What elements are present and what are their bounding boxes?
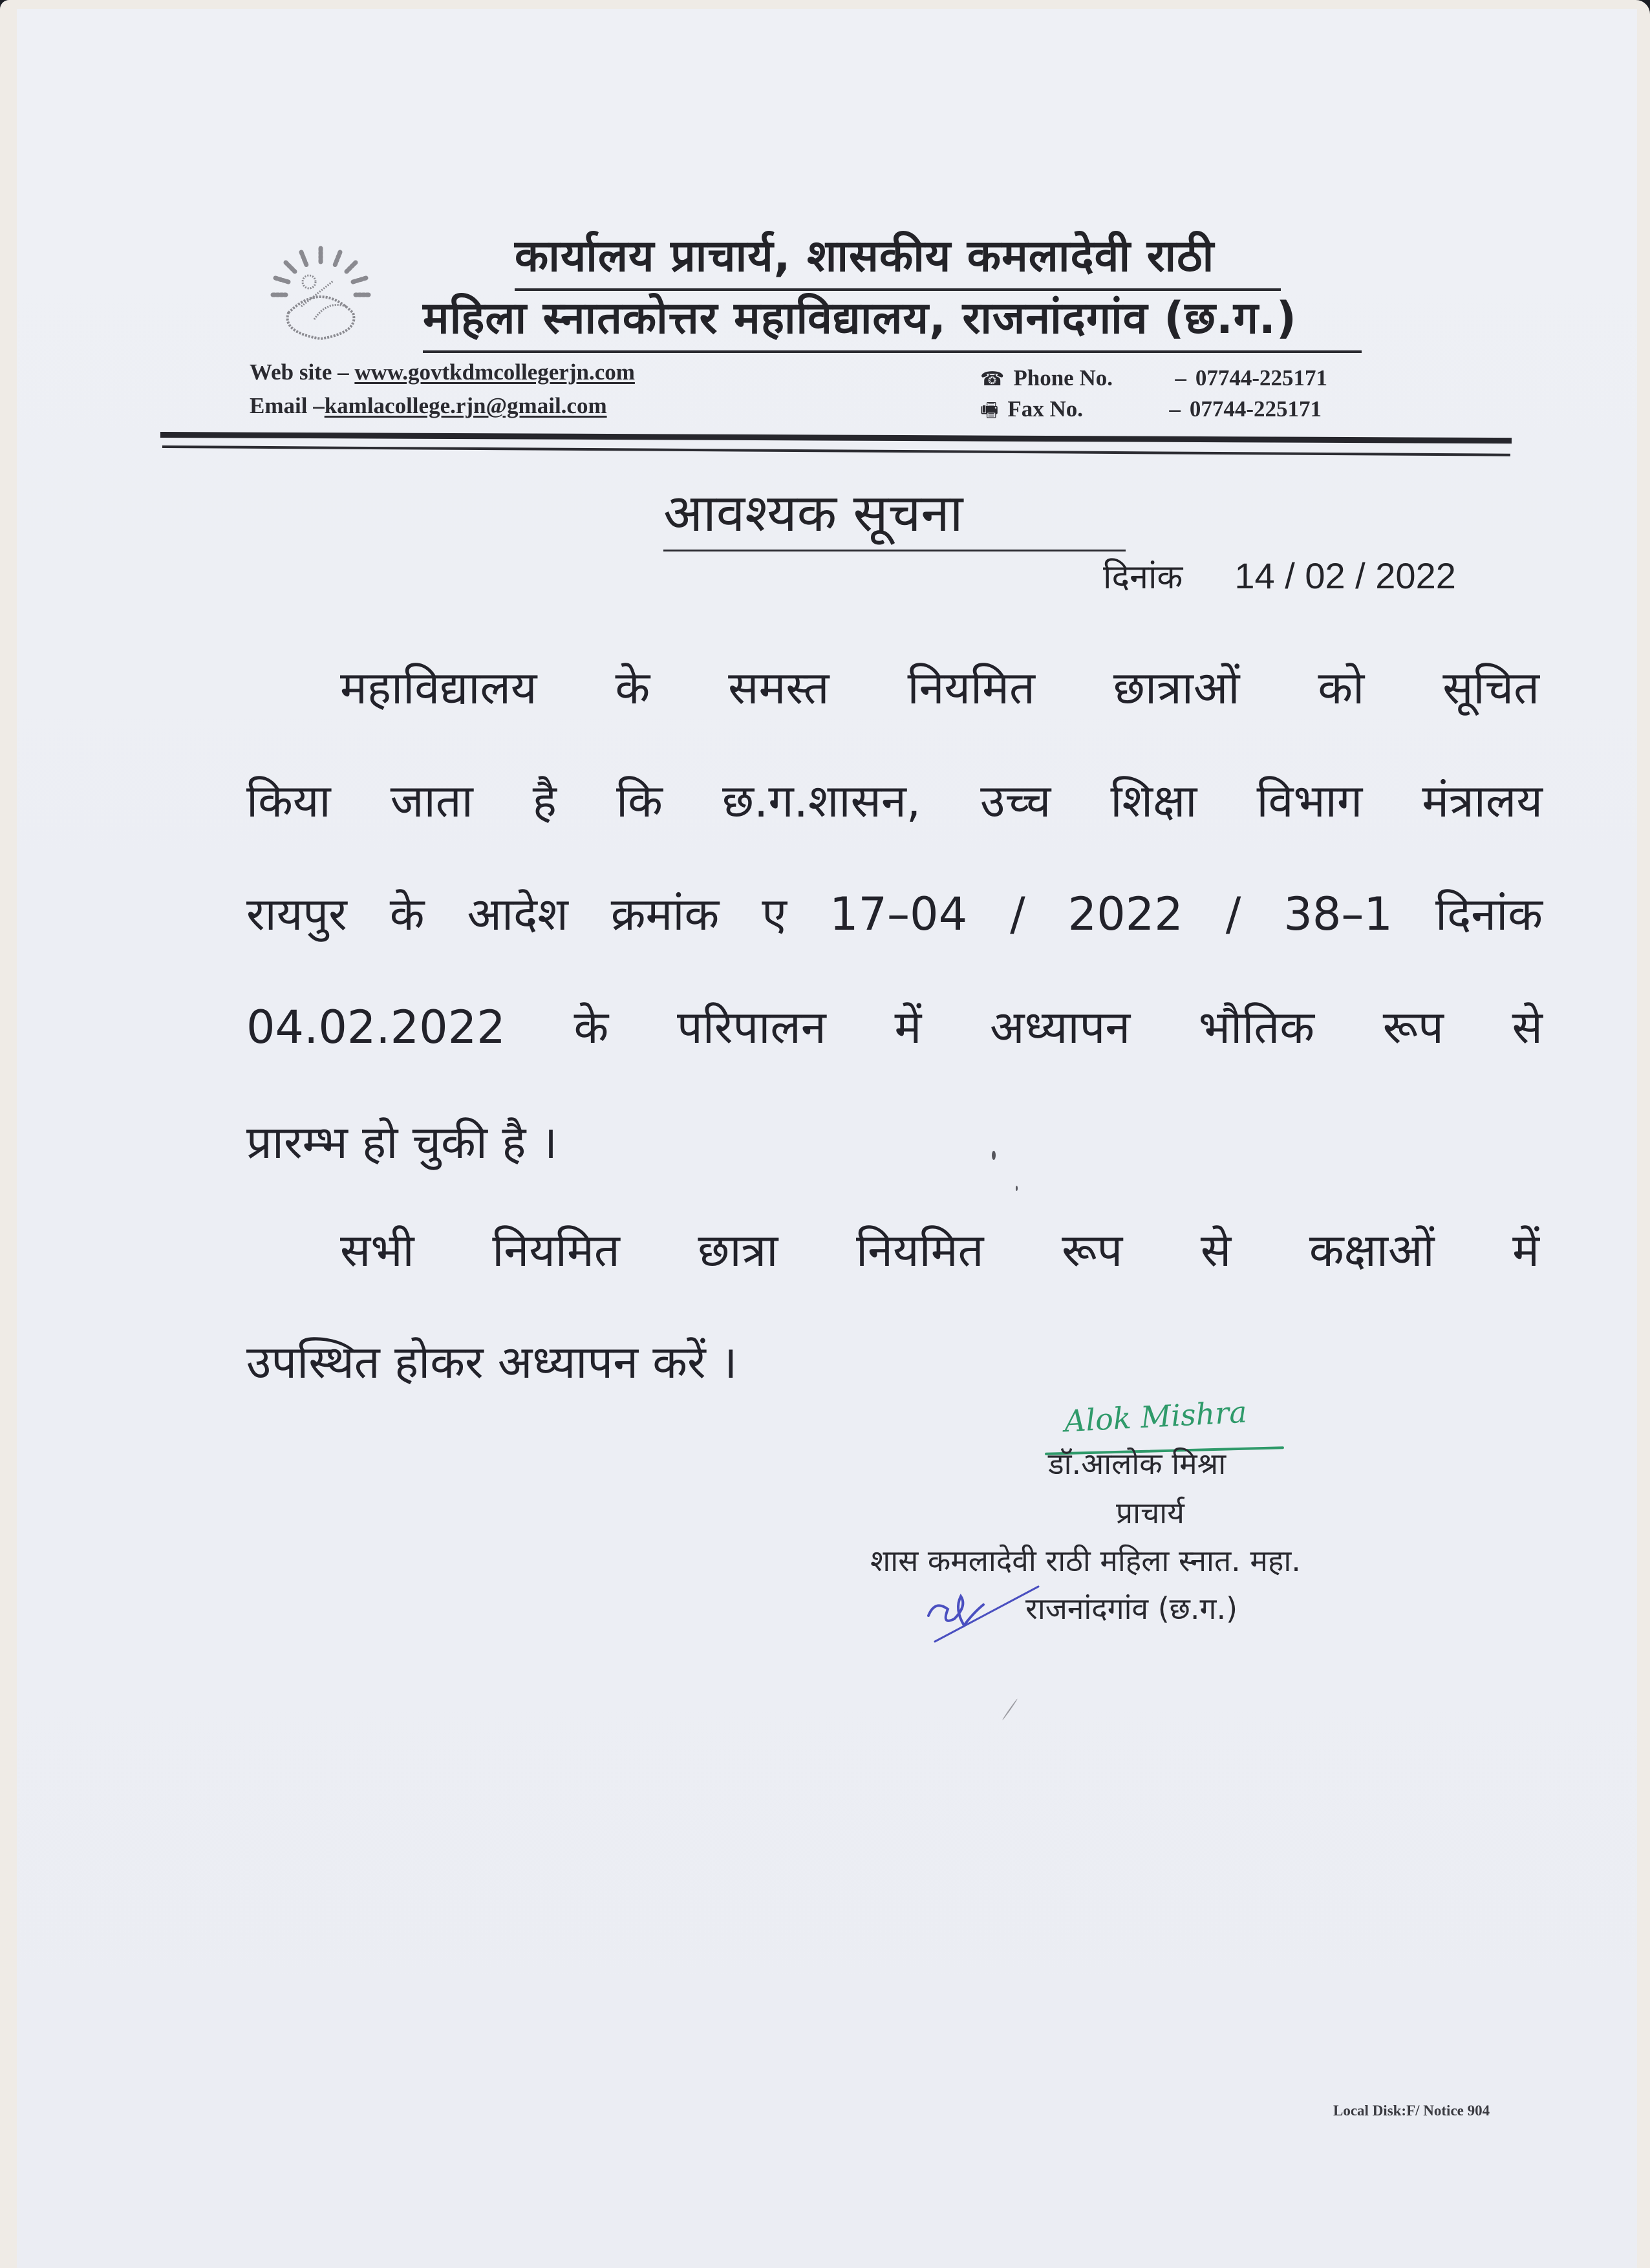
signatory-location: राजनांदगांव (छ.ग.)	[1025, 1591, 1238, 1626]
date-label: दिनांक	[1103, 558, 1183, 597]
fax-number: 07744-225171	[1189, 396, 1322, 422]
email-label: Email –	[250, 393, 325, 418]
college-emblem-icon	[262, 242, 379, 345]
body-line-5: प्रारम्भ हो चुकी है ।	[246, 1116, 558, 1169]
body-line-3: रायपुर के आदेश क्रमांक ए 17–04 / 2022 / 38–1 दिनांक	[246, 888, 1543, 941]
scan-speck	[1016, 1186, 1018, 1191]
date-value: 14 / 02 / 2022	[1234, 555, 1456, 596]
body-line-6: सभी नियमित छात्रा नियमित रूप से कक्षाओं में	[340, 1224, 1539, 1277]
letterhead-divider-thin	[162, 445, 1510, 456]
email-link[interactable]: kamlacollege.rjn@gmail.com	[324, 393, 607, 418]
body-line-2: किया जाता है कि छ.ग.शासन, उच्च शिक्षा विभाग मंत्रालय	[246, 775, 1543, 828]
fax-label: Fax No.	[1007, 396, 1083, 422]
fax-icon: 🖷	[980, 400, 999, 421]
email-row	[250, 392, 607, 420]
document-page	[17, 9, 1637, 2268]
fax-separator: –	[1169, 396, 1181, 422]
phone-separator: –	[1175, 365, 1186, 390]
telephone-icon: ☎	[980, 369, 1005, 390]
notice-date	[1103, 553, 1456, 600]
website-row	[250, 358, 635, 387]
body-line-4: 04.02.2022 के परिपालन में अध्यापन भौतिक रूप से	[246, 1001, 1543, 1054]
letterhead-title-line1: कार्यालय प्राचार्य, शासकीय कमलादेवी राठी	[515, 228, 1281, 291]
signatory-name: डॉ.आलोक मिश्रा	[1048, 1446, 1227, 1481]
handwritten-signature-green: Alok Mishra	[1063, 1394, 1248, 1439]
phone-row	[980, 364, 1327, 394]
website-label: Web site –	[250, 359, 355, 385]
scan-speck	[1002, 1698, 1018, 1720]
letterhead-title-line2: महिला स्नातकोत्तर महाविद्यालय, राजनांदगांव (छ.ग.)	[423, 290, 1362, 353]
phone-label: Phone No.	[1013, 365, 1113, 390]
file-reference: Local Disk:F/ Notice 904	[1333, 2102, 1490, 2119]
body-line-7: उपस्थित होकर अध्यापन करें ।	[246, 1336, 738, 1389]
body-line-1: महाविद्यालय के समस्त नियमित छात्राओं को सूचित	[340, 661, 1539, 714]
initials-signature-blue-icon	[922, 1580, 1045, 1645]
website-link[interactable]: www.govtkdmcollegerjn.com	[354, 359, 635, 385]
letterhead-divider-thick	[160, 432, 1512, 444]
fax-row	[980, 395, 1322, 425]
signatory-institution: शास कमलादेवी राठी महिला स्नात. महा.	[870, 1543, 1301, 1578]
scan-speck	[992, 1151, 996, 1160]
phone-number: 07744-225171	[1195, 365, 1328, 390]
notice-title: आवश्यक सूचना	[663, 481, 1126, 551]
signatory-designation: प्राचार्य	[1116, 1495, 1184, 1530]
